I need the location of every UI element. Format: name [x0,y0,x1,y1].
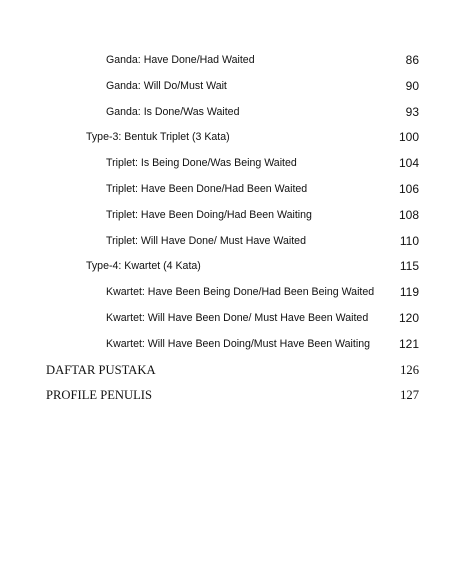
toc-entry-label: Triplet: Have Been Done/Had Been Waited [106,182,308,195]
toc-entry [0,205,461,231]
table-of-contents [0,50,461,411]
toc-entry [0,127,461,153]
toc-entry-page: 100 [398,130,419,145]
toc-entry-label: DAFTAR PUSTAKA [46,362,156,377]
toc-entry-label: Type-4: Kwartet (4 Kata) [86,260,201,273]
toc-entry-page: 120 [398,310,419,325]
toc-entry-page: 86 [405,53,419,67]
toc-entry-page: 121 [398,336,419,351]
toc-entry-page: 104 [398,156,419,171]
toc-entry [0,102,461,128]
toc-entry-page: 106 [398,181,419,196]
toc-entry-label: Triplet: Is Being Done/Was Being Waited [106,157,297,170]
toc-entry-label: PROFILE PENULIS [46,388,153,403]
toc-entry-page: 93 [405,104,419,119]
toc-entry-label: Kwartet: Will Have Been Doing/Must Have Been Waiting [106,337,370,350]
toc-entry-label: Kwartet: Have Been Being Done/Had Been Being Waited [106,286,375,299]
toc-entry [0,76,461,102]
toc-entry-label: Ganda: Will Do/Must Wait [106,79,227,92]
toc-entry-label: Kwartet: Will Have Been Done/ Must Have Been Waited [106,311,369,324]
toc-entry-page: 127 [400,388,419,403]
toc-entry [0,334,461,360]
toc-entry [0,256,461,282]
toc-entry [0,360,461,386]
toc-entry-page: 110 [399,233,419,248]
toc-entry-label: Type-3: Bentuk Triplet (3 Kata) [86,131,230,144]
toc-entry [0,282,461,308]
toc-entry-label: Ganda: Is Done/Was Waited [106,105,240,118]
toc-entry-page: 108 [398,207,419,222]
toc-entry-label: Triplet: Will Have Done/ Must Have Waited [106,234,306,247]
toc-entry [0,153,461,179]
toc-entry-page: 119 [399,285,419,300]
toc-entry-label: Triplet: Have Been Doing/Had Been Waiting [106,208,312,221]
toc-entry-label: Ganda: Have Done/Had Waited [106,54,255,66]
toc-entry [0,231,461,257]
toc-entry-page: 90 [405,78,419,93]
toc-entry [0,179,461,205]
toc-entry-page: 115 [399,259,419,274]
toc-entry [0,385,461,411]
toc-entry [0,308,461,334]
toc-entry [0,50,461,76]
toc-entry-page: 126 [400,362,419,377]
